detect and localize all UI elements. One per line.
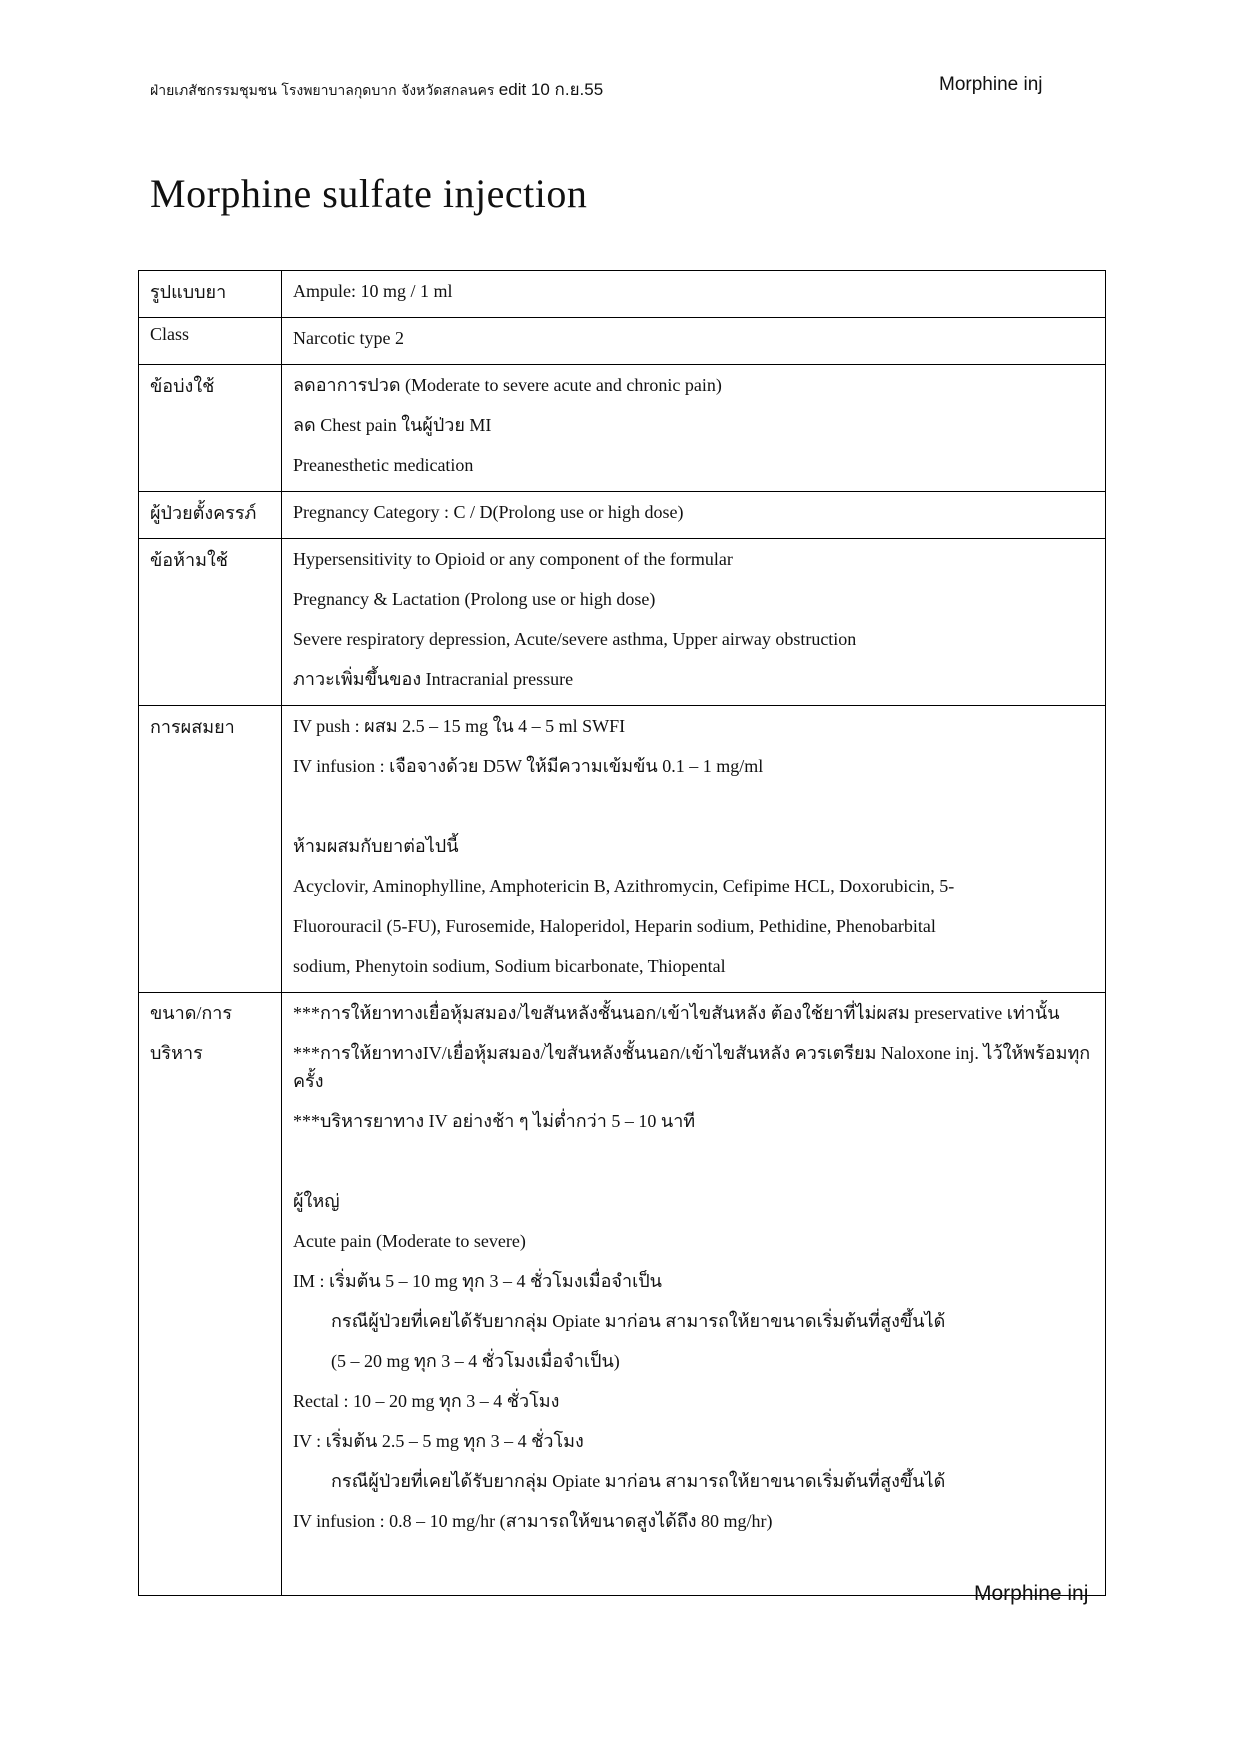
table-row [139,492,1106,539]
value-line: IV infusion : เจือจางด้วย D5W ให้มีความเข้มข้น 0.1 – 1 mg/ml [293,756,764,776]
footer-drug-name: Morphine inj [974,1582,1089,1605]
value-line: ***บริหารยาทาง IV อย่างช้า ๆ ไม่ต่ำกว่า 5 – 10 นาที [293,1111,696,1131]
row-label: การผสมยา [139,706,282,993]
value-line: กรณีผู้ป่วยที่เคยได้รับยากลุ่ม Opiate มาก่อน สามารถให้ยาขนาดเริ่มต้นที่สูงขึ้นได้ [331,1311,946,1331]
drug-info-table [138,270,1106,1596]
row-label: รูปแบบยา [139,271,282,318]
value-line: ผู้ใหญ่ [293,1191,340,1211]
value-line: Ampule: 10 mg / 1 ml [293,281,453,301]
row-value [282,993,1106,1596]
row-label-line: บริหาร [150,1043,203,1063]
header-drug-name: Morphine inj [939,74,1043,95]
value-line: IV push : ผสม 2.5 – 15 mg ใน 4 – 5 ml SWFI [293,716,626,736]
value-line: Acyclovir, Aminophylline, Amphotericin B, Azithromycin, Cefipime HCL, Doxorubicin, 5- [293,876,955,896]
row-label: ผู้ป่วยตั้งครรภ์ [139,492,282,539]
value-line: Pregnancy Category : C / D(Prolong use or high dose) [293,502,684,522]
value-line: Rectal : 10 – 20 mg ทุก 3 – 4 ชั่วโมง [293,1391,560,1411]
table-row [139,706,1106,993]
value-line: Acute pain (Moderate to severe) [293,1231,526,1251]
value-line: Hypersensitivity to Opioid or any component of the formular [293,549,733,569]
header-edit-date: edit 10 ก.ย.55 [498,80,604,99]
row-label: ข้อบ่งใช้ [139,365,282,492]
value-line: ลด Chest pain ในผู้ป่วย MI [293,415,492,435]
value-line: IV : เริ่มต้น 2.5 – 5 mg ทุก 3 – 4 ชั่วโมง [293,1431,584,1451]
row-value [282,706,1106,993]
value-line: ลดอาการปวด (Moderate to severe acute and chronic pain) [293,375,722,395]
page-title: Morphine sulfate injection [150,171,588,216]
table-row [139,993,1106,1596]
row-value [282,318,1106,365]
spacer-line [293,792,1105,832]
table-row [139,365,1106,492]
value-line: Narcotic type 2 [293,328,404,348]
value-line: ***การให้ยาทางIV/เยื่อหุ้มสมอง/ไขสันหลังชั้นนอก/เข้าไขสันหลัง ควรเตรียม Naloxone inj. ไว้ให้พร้อมทุกครั้ง [293,1043,1091,1091]
header-organization [150,76,603,103]
table-row [139,539,1106,706]
row-label: ข้อห้ามใช้ [139,539,282,706]
value-line: sodium, Phenytoin sodium, Sodium bicarbonate, Thiopental [293,956,726,976]
table-row [139,318,1106,365]
header-org-text: ฝ่ายเภสัชกรรมชุมชน โรงพยาบาลกุดบาก จังหวัดสกลนคร [150,83,495,99]
value-line: (5 – 20 mg ทุก 3 – 4 ชั่วโมงเมื่อจำเป็น) [331,1351,620,1371]
row-value [282,365,1106,492]
row-value [282,539,1106,706]
value-line: ห้ามผสมกับยาต่อไปนี้ [293,836,459,856]
row-label [139,993,282,1596]
value-line: Severe respiratory depression, Acute/severe asthma, Upper airway obstruction [293,629,857,649]
value-line: ***การให้ยาทางเยื่อหุ้มสมอง/ไขสันหลังชั้นนอก/เข้าไขสันหลัง ต้องใช้ยาที่ไม่ผสม preservative เท่านั้น [293,1003,1060,1023]
row-label-line: ขนาด/การ [150,1003,233,1023]
value-line: IV infusion : 0.8 – 10 mg/hr (สามารถให้ขนาดสูงได้ถึง 80 mg/hr) [293,1511,773,1531]
spacer-line [293,1147,1105,1187]
table-row [139,271,1106,318]
value-line: IM : เริ่มต้น 5 – 10 mg ทุก 3 – 4 ชั่วโมงเมื่อจำเป็น [293,1271,662,1291]
value-line: Fluorouracil (5-FU), Furosemide, Haloperidol, Heparin sodium, Pethidine, Phenobarbital [293,916,936,936]
value-line: ภาวะเพิ่มขึ้นของ Intracranial pressure [293,669,574,689]
row-value [282,271,1106,318]
value-line: Preanesthetic medication [293,455,474,475]
value-line: กรณีผู้ป่วยที่เคยได้รับยากลุ่ม Opiate มาก่อน สามารถให้ยาขนาดเริ่มต้นที่สูงขึ้นได้ [331,1471,946,1491]
value-line: Pregnancy & Lactation (Prolong use or high dose) [293,589,656,609]
row-value [282,492,1106,539]
row-label: Class [139,318,282,365]
